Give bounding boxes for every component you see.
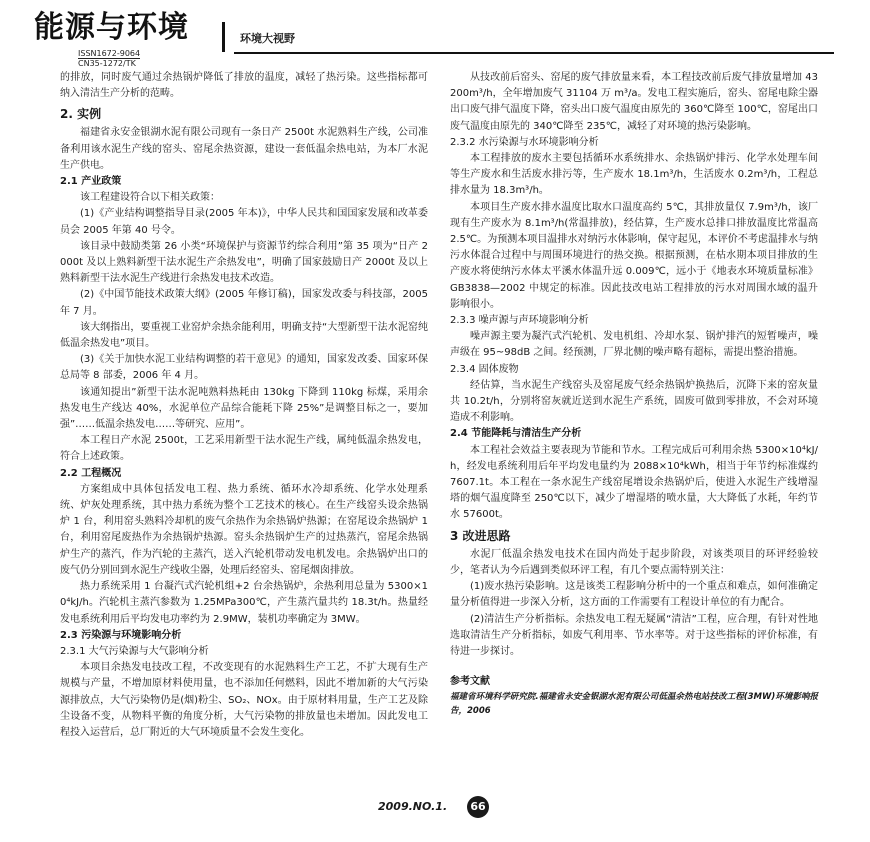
paragraph: 的排放，同时废气通过余热锅炉降低了排放的温度，减轻了热污染。这些指标都可纳入清洁生产分析的范畴。 (60, 72, 428, 100)
section-heading: 2. 实例 (60, 107, 102, 122)
paragraph: (1)废水热污染影响。这是该类工程影响分析中的一个重点和难点，如何准确定量分析值得进一步深入分析，这方面的工作需要有工程设计单位的有力配合。 (450, 581, 818, 609)
paragraph: 该大纲指出，要重视工业窑炉余热余能利用，明确支持“大型新型干法水泥窑纯低温余热发电”项目。 (60, 321, 428, 350)
page-header (34, 8, 838, 72)
references-heading: 参考文献 (450, 676, 490, 688)
paragraph: 热力系统采用 1 台凝汽式汽轮机组+2 台余热锅炉，余热利用总量为 5300×10⁴kJ/h。汽轮机主蒸汽参数为 1.25MPa300℃，产生蒸汽量共约 18.3t/h。热量经发电系统利用后平均发电功率约为 2.9MW，装机功率确定为 3MW。 (60, 581, 428, 625)
issn-block (78, 49, 140, 68)
paragraph: 水泥厂低温余热发电技术在国内尚处于起步阶段，对该类项目的环评经验较少，笔者认为今后遇到类似环评工程，有几个要点需特别关注： (450, 548, 818, 576)
paragraph: 本工程社会效益主要表现为节能和节水。工程完成后可利用余热 5300×10⁴kJ/h，经发电系统利用后年平均发电量约为 2088×10⁴kWh，相当于年节约标准煤约 7607.1t。本工程在一条水泥生产线窑尾增设余热锅炉后，使进入水泥生产线增湿塔的烟气温度降至 250℃以下，减少了增湿塔的喷水量，大大降低了水耗，年约节水 57600t。 (450, 444, 818, 521)
section-label: 环境大视野 (240, 32, 295, 45)
journal-logo: 能源与环境 (34, 10, 189, 45)
subsection-heading: 2.2 工程概况 (60, 467, 122, 479)
paragraph: 从技改前后窑头、窑尾的废气排放量来看，本工程技改前后废气排放量增加 43200m³/h，全年增加废气 31104 万 m³/a。发电工程实施后，窑头、窑尾电除尘器出口废气排气温度下降，窑头出口废气温度由原先的 360℃降至 100℃，窑尾出口废气温度由原先的 340℃降至 235℃，减轻了对环境的热污染影响。 (450, 72, 818, 132)
right-column (450, 70, 818, 718)
paragraph: 本项目余热发电技改工程，不改变现有的水泥熟料生产工艺，不扩大现有生产规模与产量，不增加原材料使用量，也不添加任何燃料，因此不增加新的大气污染源排放点，大气污染物仍是(烟)粉尘、SO₂、NOx。由于原材料用量，生产工艺及除尘设备不变，从物料平衡的角度分析，大气污染物的排放量也未增加。因此发电工程投入运营后，总厂附近的大气环境质量不会发生变化。 (60, 662, 428, 738)
paragraph: (1)《产业结构调整指导目录(2005 年本)》，中华人民共和国国家发展和改革委员会 2005 年第 40 号令。 (60, 208, 428, 236)
cn-number: CN35-1272/TK (78, 58, 140, 68)
subsection-heading: 2.4 节能降耗与清洁生产分析 (450, 428, 582, 440)
paragraph: 该目录中鼓励类第 26 小类“环境保护与资源节约综合利用”第 35 项为“日产 2000t 及以上熟料新型干法水泥生产余热发电”，明确了国家鼓励日产 2000t 及以上熟料新型干法水泥生产线进行余热发电技术改造。 (60, 240, 428, 285)
paragraph: 福建省永安金银湖水泥有限公司现有一条日产 2500t 水泥熟料生产线，公司准备利用该水泥生产线的窑头、窑尾余热资源，建设一套低温余热电站，为本厂水泥生产供电。 (60, 127, 428, 171)
subsubsection-heading: 2.3.3 噪声源与声环境影响分析 (450, 315, 589, 327)
paragraph: 本工程日产水泥 2500t，工艺采用新型干法水泥生产线，属纯低温余热发电，符合上述政策。 (60, 435, 428, 463)
left-column (60, 70, 428, 741)
header-rule (234, 52, 834, 54)
subsection-heading: 2.1 产业政策 (60, 176, 122, 188)
reference-entry: 福建省环境科学研究院.福建省永安金银湖水泥有限公司低温余热电站技改工程(3MW)环境影响报告，2006 (450, 692, 818, 717)
subsubsection-heading: 2.3.2 水污染源与水环境影响分析 (450, 136, 599, 148)
paragraph: 该通知提出”新型干法水泥吨熟料热耗由 130kg 下降到 110kg 标煤，采用余热发电生产线达 40%，水泥单位产品综合能耗下降 25%”是调整目标之一，要加强”……低温余热发电……等研究、应用”。 (60, 386, 428, 431)
paragraph: (2)清洁生产分析指标。余热发电工程无疑属“清洁”工程，应合理，有针对性地选取清洁生产分析指标，如废气利用率、节水率等。对于这些指标的评价标准，有待进一步探讨。 (450, 613, 818, 657)
subsubsection-heading: 2.3.1 大气污染源与大气影响分析 (60, 645, 209, 657)
paragraph: 该工程建设符合以下相关政策： (80, 192, 220, 204)
paragraph: 噪声源主要为凝汽式汽轮机、发电机组、冷却水泵、锅炉排汽的短暂噪声，噪声级在 95~98dB 之间。经预测，厂界北侧的噪声略有超标，需提出整治措施。 (450, 331, 818, 359)
paragraph: 本工程排放的废水主要包括循环水系统排水、余热锅炉排污、化学水处理车间等生产废水和生活废水排污等，生产废水 18.1m³/h，生活废水 0.2m³/h，工程总排水量为 18.3m³/h。 (450, 153, 818, 197)
issue-label: 2009.NO.1. (378, 800, 448, 813)
paragraph: (2)《中国节能技术政策大纲》(2005 年修订稿)，国家发改委与科技部，2005 年 7 月。 (60, 289, 428, 317)
paragraph: (3)《关于加快水泥工业结构调整的若干意见》的通知，国家发改委、国家环保总局等 8 部委，2006 年 4 月。 (60, 354, 428, 382)
page-number: 66 (467, 796, 489, 818)
section-heading: 3 改进思路 (450, 528, 511, 543)
subsection-heading: 2.3 污染源与环境影响分析 (60, 629, 182, 641)
paragraph: 方案组成中具体包括发电工程、热力系统、循环水冷却系统、化学水处理系统、炉灰处理系统，其中热力系统为整个工艺技术的核心。在生产线窑头设余热锅炉 1 台，利用窑头熟料冷却机的废气余热作为余热锅炉热源；在窑尾设余热锅炉 1 台，利用窑尾废热作为余热锅炉热源。窑头余热锅炉生产的过热蒸汽，窑尾余热锅炉生产的蒸汽，作为汽轮的主蒸汽，送入汽轮机带动发电机发电。余热锅炉出口的废气仍分别回到水泥生产线收尘器，处理后经窑头、窑尾烟囱排放。 (60, 483, 428, 576)
paragraph: 本项目生产废水排水温度比取水口温度高约 5℃，其排放量仅 7.9m³/h，该厂现有生产废水为 8.1m³/h(常温排放)，经估算，生产废水总排口排放温度比常温高 2.5℃。为预测本项目温排水对纳污水体影响，保守起见，本评价不考虑温排水与纳污水体混合过程中与周围环境进行的热交换。根据预测，在枯水期本项目排放的生产废水将使纳污水体太平溪水体温升远 0.009℃，远小于《地表水环境质量标准》GB3838—2002 中规定的标准。因此技改电站工程排放的污水对周围水域的温升影响很小。 (450, 201, 818, 310)
issn-number: ISSN1672-9064 (78, 49, 141, 58)
paragraph: 经估算，当水泥生产线窑头及窑尾废气经余热锅炉换热后，沉降下来的窑灰量共 10.2t/h，分别将窑灰就近送到水泥生产系统，固废可做到零排放，不会对环境造成不利影响。 (450, 379, 818, 424)
subsubsection-heading: 2.3.4 固体废物 (450, 363, 519, 375)
header-divider (222, 22, 225, 52)
